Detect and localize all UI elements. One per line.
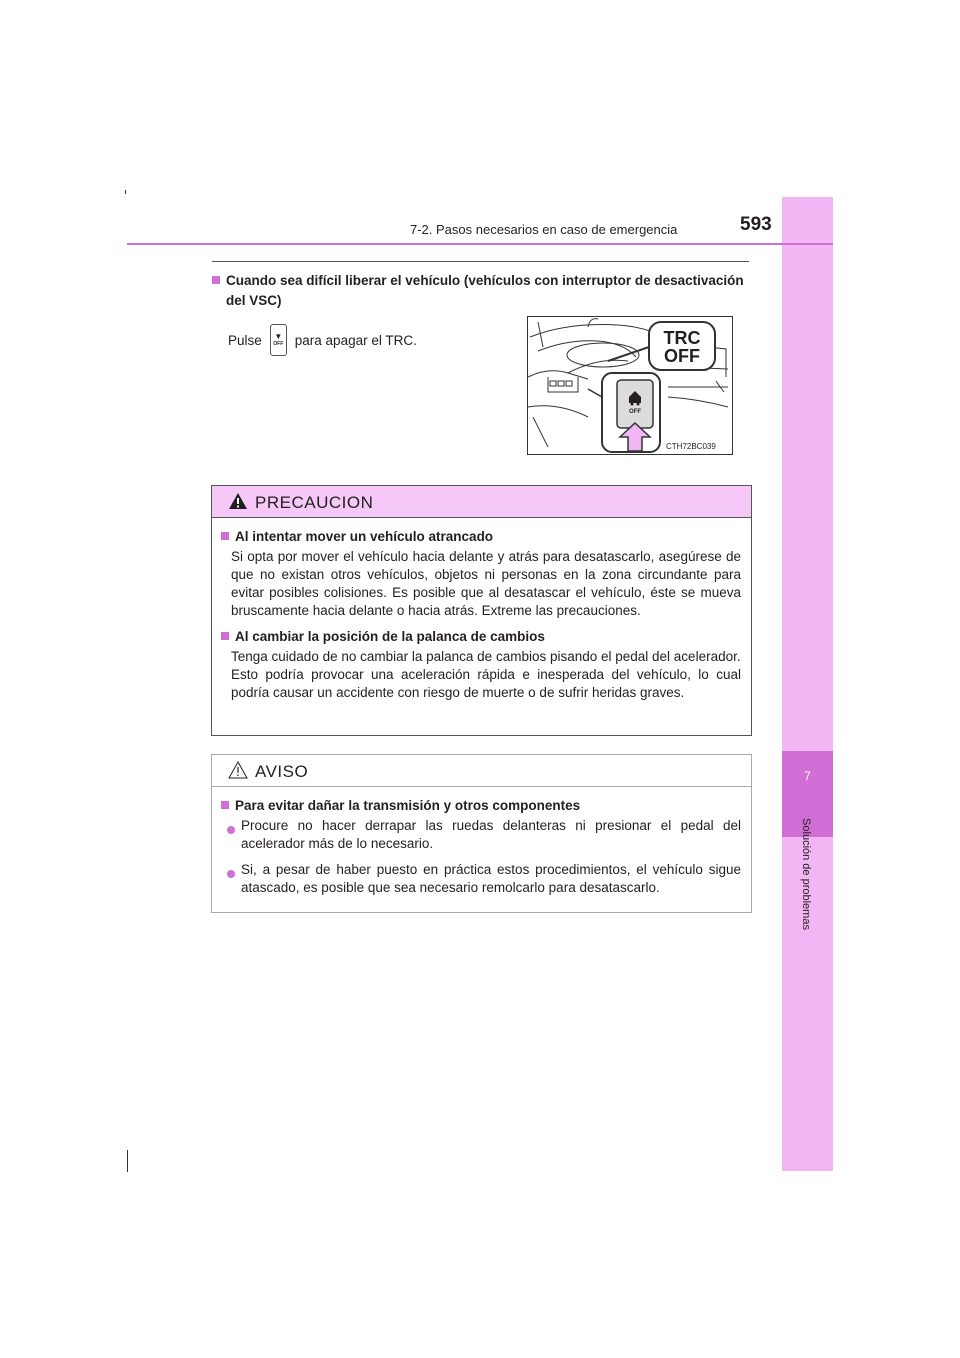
page-number: 593: [740, 214, 772, 235]
section-heading: [212, 271, 752, 311]
vsc-off-button-icon: ▼ OFF: [270, 324, 287, 356]
warning-icon: [228, 492, 248, 510]
square-bullet-icon: [221, 801, 229, 809]
chapter-side-tab: [782, 197, 833, 1171]
precaucion-body: [221, 528, 741, 710]
instruction-line: [228, 324, 417, 356]
precaucion-item-text: Tenga cuidado de no cambiar la palanca de cambios pisando el pedal del acelerador.: [231, 649, 741, 664]
chapter-number: 7: [804, 769, 811, 783]
svg-text:TRC: TRC: [663, 328, 701, 348]
square-bullet-icon: [212, 276, 220, 284]
precaucion-box: [211, 485, 752, 736]
dashboard-drawing: [528, 317, 732, 454]
chapter-label: Solución de problemas: [800, 818, 812, 930]
precaucion-item-heading: Al cambiar la posición de la palanca de cambios: [221, 628, 741, 646]
illustration-code: CTH72BC039: [666, 442, 716, 451]
square-bullet-icon: [221, 532, 229, 540]
notice-icon: [228, 761, 248, 779]
section-heading-line2: del VSC): [226, 293, 282, 308]
dashboard-illustration: [527, 316, 733, 455]
aviso-box: [211, 754, 752, 913]
aviso-body: [221, 797, 741, 905]
precaucion-item-text: Esto podría provocar una aceleración rápida e inesperada del vehículo, lo cual podría causar un accidente con riesgo de muerte o de sufrir heridas graves.: [231, 667, 741, 700]
precaucion-header: [212, 486, 751, 518]
precaucion-title: PRECAUCION: [255, 493, 374, 512]
separator-rule: [212, 261, 749, 262]
section-title: 7-2. Pasos necesarios en caso de emergencia: [410, 222, 678, 237]
aviso-heading: Para evitar dañar la transmisión y otros componentes: [221, 797, 741, 815]
instruction-text-before: Pulse: [228, 332, 262, 348]
aviso-title: AVISO: [255, 762, 309, 781]
header-rule: [127, 243, 833, 245]
round-bullet-icon: [227, 826, 235, 834]
aviso-header: [212, 755, 751, 787]
crop-mark: [125, 190, 126, 194]
svg-text:OFF: OFF: [629, 409, 641, 415]
crop-mark: [127, 1150, 128, 1172]
svg-text:OFF: OFF: [664, 346, 700, 366]
section-heading-line1: Cuando sea difícil liberar el vehículo (vehículos con interruptor de desactivación: [226, 273, 744, 288]
instruction-text-after: para apagar el TRC.: [294, 332, 417, 348]
square-bullet-icon: [221, 632, 229, 640]
aviso-bullet: Procure no hacer derrapar las ruedas delanteras ni presionar el pedal del acelerador más de lo necesario.: [221, 817, 741, 853]
precaucion-item-text: Si opta por mover el vehículo hacia delante y atrás para desatascarlo, asegúrese de que no existan otros vehículos, objetos ni personas en la zona circundante para evitar posibles colisiones. Es posible que al desatascar el vehículo, éste se mueva bruscamente hacia delante o hacia atrás. Extreme las precauciones.: [231, 549, 741, 618]
precaucion-item-heading: Al intentar mover un vehículo atrancado: [221, 528, 741, 546]
aviso-bullet: Si, a pesar de haber puesto en práctica estos procedimientos, el vehículo sigue atascado, es posible que sea necesario remolcarlo para desatascarlo.: [221, 861, 741, 897]
round-bullet-icon: [227, 870, 235, 878]
